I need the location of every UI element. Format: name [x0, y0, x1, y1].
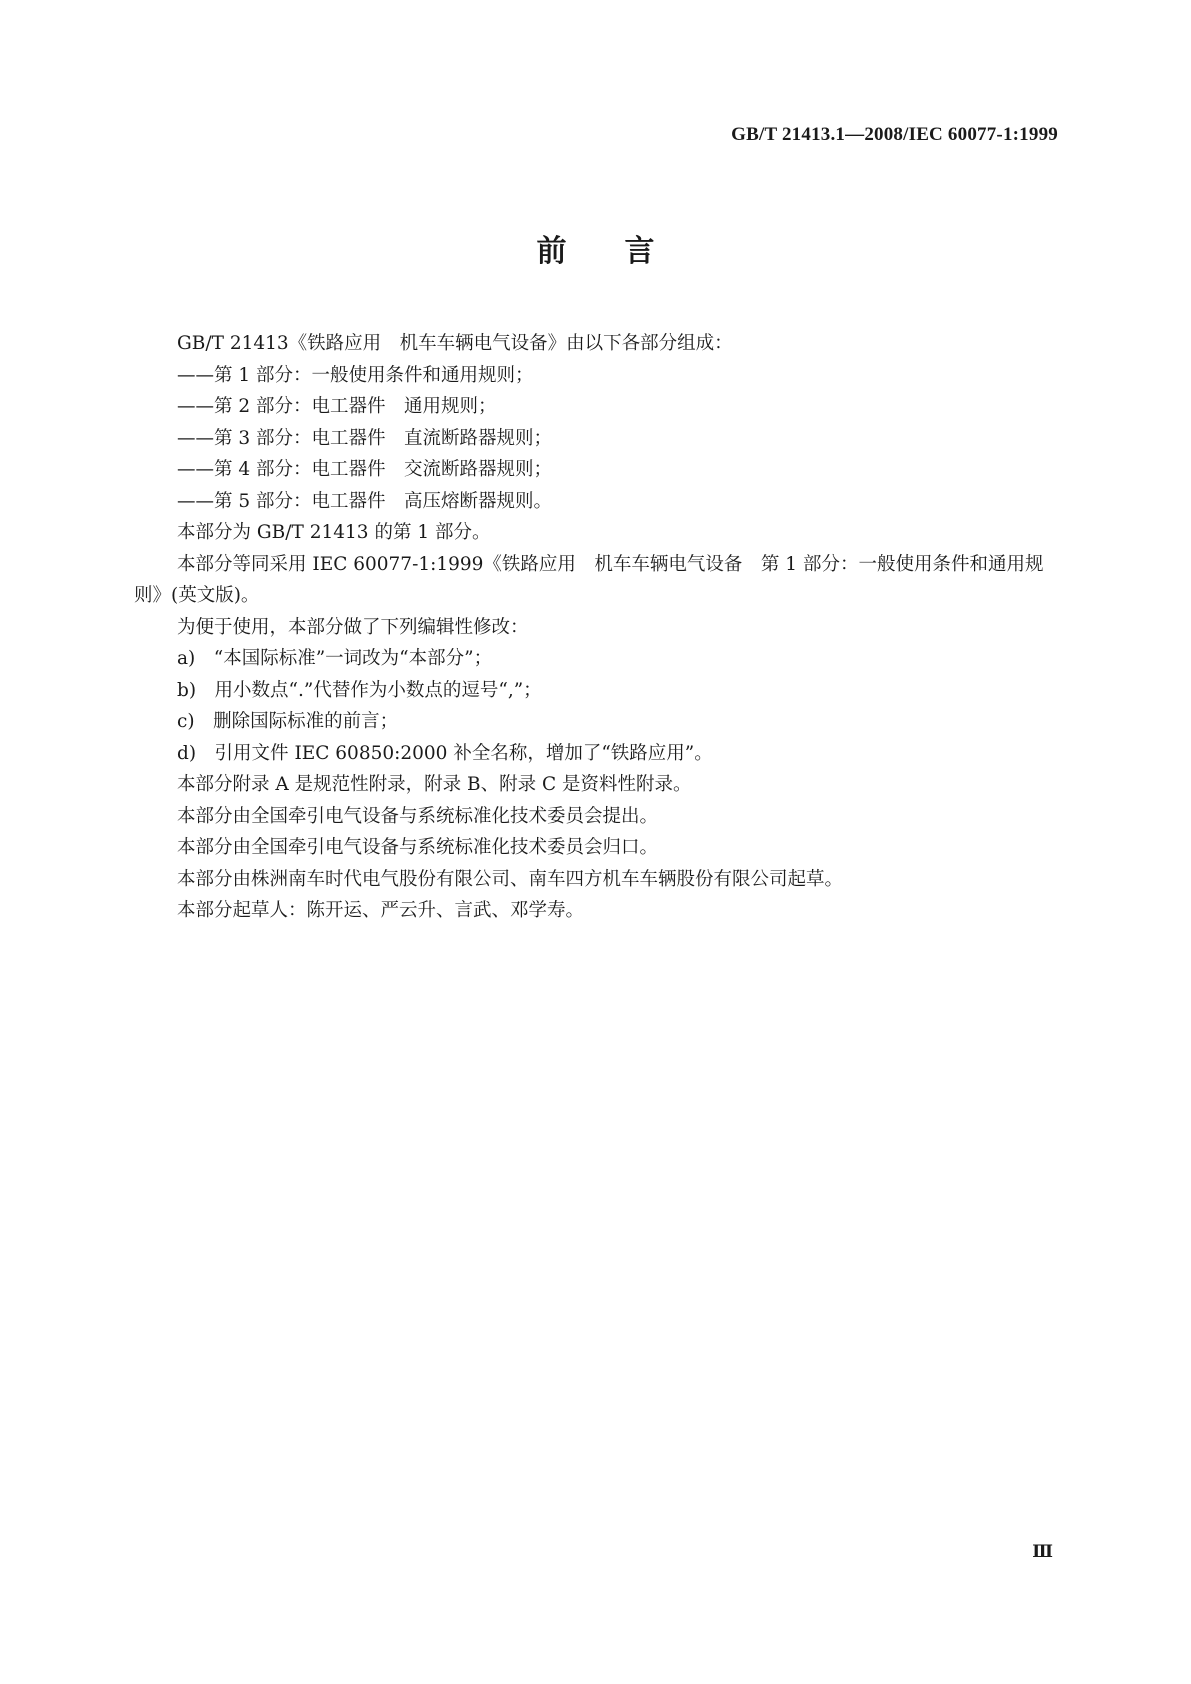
list-item: a) “本国际标准”一词改为“本部分”； [177, 648, 493, 669]
list-item: ——第 5 部分：电工器件 高压熔断器规则。 [177, 490, 553, 512]
paragraph: 本部分由全国牵引电气设备与系统标准化技术委员会归口。 [177, 837, 659, 858]
list-item: b) 用小数点“.”代替作为小数点的逗号“,”； [177, 679, 542, 701]
paragraph: 本部分由全国牵引电气设备与系统标准化技术委员会提出。 [177, 805, 659, 827]
list-item: d) 引用文件 IEC 60850:2000 补全名称，增加了“铁路应用”。 [177, 742, 713, 764]
paragraph: 为便于使用，本部分做了下列编辑性修改： [177, 616, 529, 638]
list-item: c) 删除国际标准的前言； [177, 711, 399, 732]
paragraph: 本部分由株洲南车时代电气股份有限公司、南车四方机车车辆股份有限公司起草。 [177, 868, 844, 890]
list-item: ——第 2 部分：电工器件 通用规则； [177, 396, 497, 417]
list-item: ——第 3 部分：电工器件 直流断路器规则； [177, 427, 553, 449]
standard-code: GB/T 21413.1—2008/IEC 60077-1:1999 [731, 124, 1058, 145]
foreword-body [134, 328, 1059, 927]
page-title: 前言 [536, 234, 713, 269]
list-item: ——第 4 部分：电工器件 交流断路器规则； [177, 459, 553, 480]
paragraph: GB/T 21413《铁路应用 机车车辆电气设备》由以下各部分组成： [177, 333, 733, 354]
list-item: ——第 1 部分：一般使用条件和通用规则； [177, 364, 534, 386]
paragraph: 本部分等同采用 IEC 60077-1:1999《铁路应用 机车车辆电气设备 第 1 部分：一般使用条件和通用规则》(英文版)。 [134, 553, 1044, 606]
paragraph: 本部分为 GB/T 21413 的第 1 部分。 [177, 522, 491, 543]
paragraph: 本部分附录 A 是规范性附录，附录 B、附录 C 是资料性附录。 [177, 774, 692, 795]
paragraph: 本部分起草人：陈开运、严云升、言武、邓学寿。 [177, 900, 585, 921]
page-number: Ⅲ [1032, 1542, 1053, 1561]
